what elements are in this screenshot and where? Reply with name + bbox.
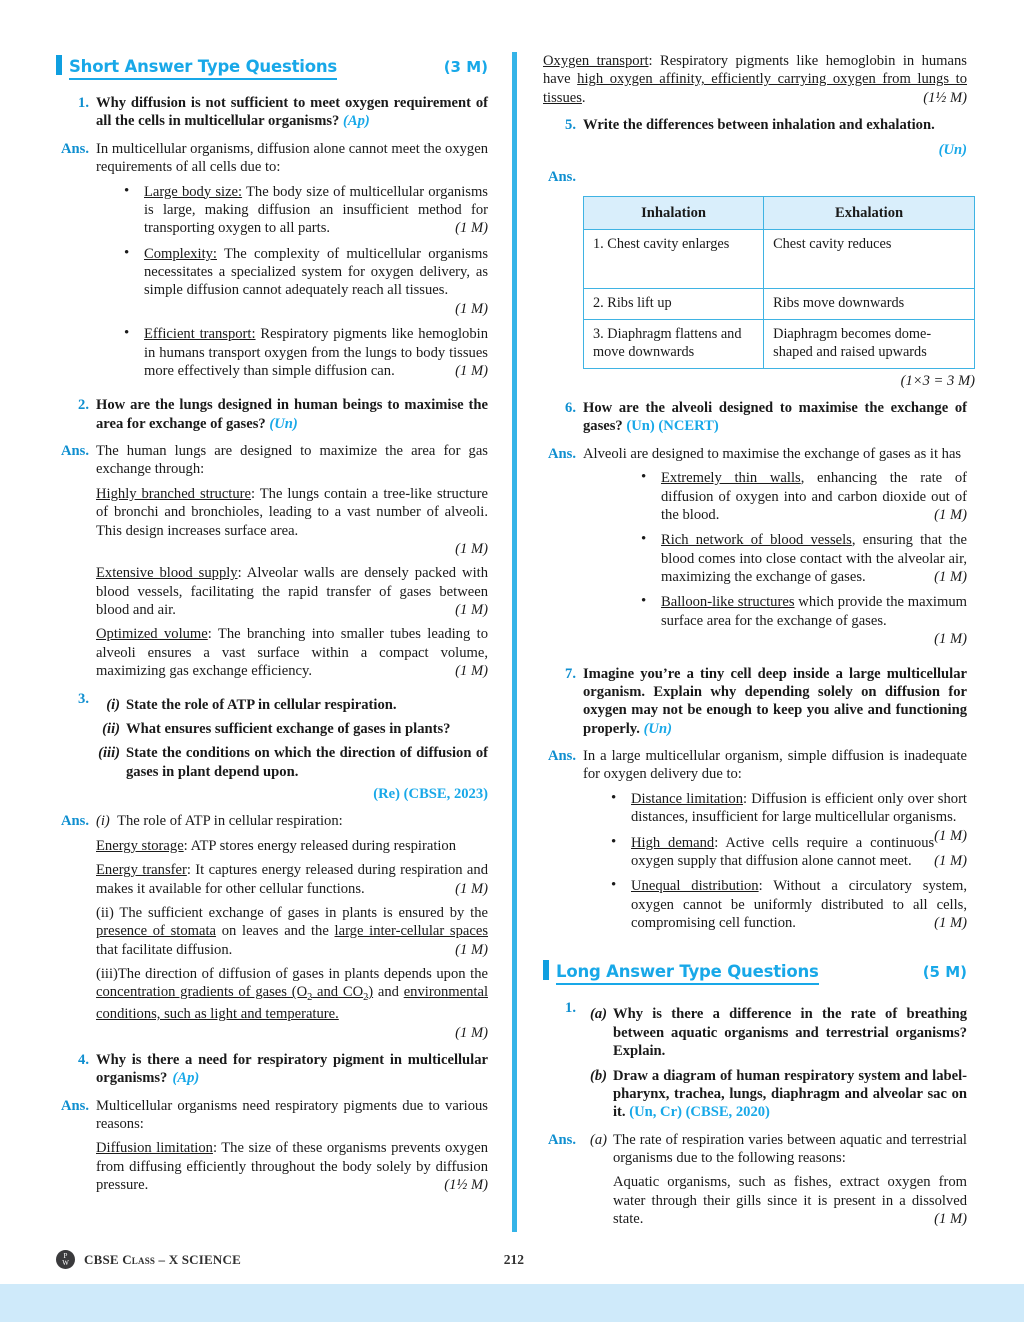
- question-5: [543, 116, 967, 159]
- mark-value: (1 M): [934, 1211, 967, 1228]
- answer-part-i: (i) The role of ATP in cellular respiration:: [96, 813, 343, 830]
- section-marks: (5 M): [922, 963, 967, 982]
- answer-5: [543, 168, 967, 186]
- answer-label: Ans.: [548, 1131, 576, 1148]
- answer-label: Ans.: [548, 748, 576, 765]
- list-item: • Large body size: The body size of multicellular organisms is large, making diffusion an insufficient method for transporting oxygen to all parts. (1 M): [122, 183, 488, 238]
- answer-2: [56, 442, 488, 681]
- answer-6: [543, 445, 967, 656]
- answer-point: Energy storage: ATP stores energy released during respiration: [96, 837, 457, 854]
- mark-value: (1½ M): [923, 89, 967, 106]
- comparison-table: [583, 196, 975, 369]
- answer-part-a: [583, 1131, 967, 1229]
- question-part-a: [583, 1005, 967, 1060]
- question-text: Write the differences between inhalation and exhalation.: [583, 117, 935, 134]
- answer-intro: In a large multicellular organism, simple diffusion is inadequate for oxygen delivery due to:: [583, 748, 967, 783]
- question-text: Why is there a need for respiratory pigment in multicellular organisms? (Ap): [96, 1051, 488, 1087]
- pw-logo-icon: P W: [56, 1250, 75, 1269]
- part-letter: (a): [589, 1131, 607, 1148]
- part-text: Draw a diagram of human respiratory system and label-pharynx, trachea, lungs, diaphragm and alveolar sac on it. (Un, Cr) (CBSE, 2020): [613, 1067, 967, 1121]
- list-item: • Complexity: The complexity of multicellular organisms necessitates a specialized system for oxygen delivery, as simple diffusion cannot adequately reach all tissues. (1 M): [122, 245, 488, 319]
- question-part-iii: [96, 744, 488, 781]
- answer-intro: Alveoli are designed to maximise the exchange of gases as it has: [583, 445, 962, 462]
- answer-intro: Multicellular organisms need respiratory pigments due to various reasons:: [96, 1097, 488, 1133]
- question-body: [96, 94, 488, 131]
- answer-body: [583, 445, 967, 656]
- answer-body: [96, 812, 488, 1042]
- part-letter: (b): [589, 1067, 607, 1084]
- question-body: [96, 1051, 488, 1088]
- skill-tag: (Un): [269, 415, 298, 432]
- table-row: [584, 320, 975, 369]
- answer-intro: The human lungs are designed to maximize the area for gas exchange through:: [96, 443, 488, 478]
- mark-value: (1 M): [455, 540, 488, 557]
- footer-title: CBSE Class – X SCIENCE: [84, 1251, 241, 1267]
- table-mark-value: (1×3 = 3 M): [900, 373, 975, 390]
- section-accent-bar: [543, 960, 549, 980]
- answer-point: Extensive blood supply: Alveolar walls are densely packed with blood vessels, facilitating the rapid transfer of gases between blood and air. (1 M): [96, 565, 488, 618]
- question-part-ii: [96, 720, 488, 738]
- table-cell: Diaphragm becomes dome-shaped and raised upwards: [764, 320, 975, 369]
- skill-tag-line: [583, 141, 967, 159]
- table-row: [584, 230, 975, 289]
- list-item: • Rich network of blood vessels, ensuring that the blood comes into close contact with the alveolar air, maximizing the exchange of gases. (1 M): [639, 531, 967, 586]
- answer-body: [583, 747, 967, 939]
- question-number: 6.: [565, 400, 576, 417]
- mark-value: (1 M): [455, 941, 488, 958]
- table-cell: 1. Chest cavity enlarges: [584, 230, 764, 289]
- mark-value: (1 M): [934, 852, 967, 869]
- table-cell: 3. Diaphragm flattens and move downwards: [584, 320, 764, 369]
- skill-tag: (Ap): [172, 1070, 200, 1087]
- answer-4: [56, 1097, 488, 1195]
- question-body: [583, 999, 967, 1121]
- question-1: [56, 94, 488, 131]
- list-item: • Distance limitation: Diffusion is efficient only over short distances, insufficient for large multicellular organisms. (1 M): [609, 790, 967, 827]
- answer-label: Ans.: [61, 813, 89, 830]
- answer-point: Diffusion limitation: The size of these organisms prevents oxygen from diffusing efficiently throughout the body solely by diffusion pressure. (1½ M): [96, 1140, 489, 1194]
- mark-value: (1 M): [455, 220, 488, 237]
- part-letter: (a): [589, 1006, 607, 1023]
- skill-tag: (Ap): [343, 113, 370, 130]
- answer-bullet-list: [583, 790, 967, 933]
- table-cell: 2. Ribs lift up: [584, 289, 764, 320]
- skill-tag: (Un) (NCERT): [626, 418, 719, 435]
- answer-body: [96, 442, 488, 681]
- question-part-b: [583, 1067, 967, 1122]
- answer-paragraph: The rate of respiration varies between aquatic and terrestrial organisms due to the following reasons:: [613, 1131, 967, 1167]
- list-item: • High demand: Active cells require a continuous oxygen supply that diffusion alone cannot meet. (1 M): [609, 834, 967, 871]
- answer-body: [583, 1131, 967, 1229]
- answer-bullet-list: [583, 469, 967, 648]
- question-number: 7.: [565, 665, 576, 682]
- two-column-layout: [56, 52, 976, 1232]
- question-body: [96, 690, 488, 804]
- answer-bullet-list: [96, 183, 488, 381]
- question-number: 1.: [78, 95, 89, 111]
- question-body: [583, 665, 967, 739]
- question-6: [543, 399, 967, 436]
- answer-3: [56, 812, 488, 1042]
- question-number: 2.: [78, 397, 89, 414]
- answer-7: [543, 747, 967, 939]
- answer-label: Ans.: [548, 445, 576, 462]
- list-item: • Balloon-like structures which provide the maximum surface area for the exchange of gases. (1 M): [639, 593, 967, 648]
- answer-label: Ans.: [61, 140, 89, 157]
- answer-point: Highly branched structure: The lungs contain a tree-like structure of bronchi and bronchioles, leading to a vast number of alveoli. This design increases surface area. (1 M): [96, 485, 488, 557]
- question-text: How are the alveoli designed to maximise the exchange of gases? (Un) (NCERT): [583, 400, 967, 435]
- table-header-row: [584, 197, 975, 230]
- section-accent-bar: [56, 55, 62, 75]
- right-column: [517, 52, 975, 1232]
- answer-label: Ans.: [61, 1097, 89, 1114]
- mark-value: (1 M): [455, 362, 488, 379]
- mark-value: (1 M): [455, 1024, 488, 1041]
- question-number: 4.: [78, 1051, 89, 1068]
- part-text: What ensures sufficient exchange of gases in plants?: [126, 720, 451, 737]
- column-header-exhalation: Exhalation: [764, 197, 975, 230]
- mark-value: (1 M): [934, 827, 967, 844]
- page-number: 212: [503, 1251, 524, 1267]
- answer-part-ii: (ii) The sufficient exchange of gases in plants is ensured by the presence of stomata on leaves and the large inter-cellular spaces that facilitate diffusion. (1 M): [96, 904, 489, 958]
- table-row: [584, 289, 975, 320]
- long-question-1: [543, 999, 967, 1121]
- mark-value: (1 M): [455, 300, 488, 317]
- bottom-decorative-band: [0, 1284, 1024, 1322]
- long-answer-1: [543, 1131, 967, 1229]
- mark-value: (1 M): [455, 663, 488, 680]
- part-text: Why is there a difference in the rate of breathing between aquatic organisms and terrestrial organisms? Explain.: [613, 1006, 967, 1060]
- answer-label: Ans.: [548, 168, 576, 185]
- mark-value: (1 M): [934, 506, 967, 523]
- part-text: [613, 1131, 967, 1229]
- mark-value: (1 M): [934, 569, 967, 586]
- answer-body: [96, 140, 488, 388]
- skill-tag: (Re) (CBSE, 2023): [373, 786, 488, 802]
- answer-body: [583, 168, 967, 186]
- skill-tag: (Un): [938, 141, 967, 158]
- question-body: [583, 399, 967, 436]
- question-body: [583, 116, 967, 159]
- section-title: Long Answer Type Questions: [556, 962, 819, 985]
- roman-numeral: (ii): [102, 720, 120, 737]
- question-number: 1.: [565, 1000, 576, 1017]
- mark-value: (1½ M): [444, 1177, 488, 1194]
- question-number: 5.: [565, 117, 576, 134]
- skill-tag: (Un): [643, 720, 672, 737]
- chem-formula-underline: concentration gradients of gases ($O_2$ and $CO_2$): [96, 984, 374, 1004]
- list-item: • Extremely thin walls, enhancing the rate of diffusion of oxygen into and carbon dioxide out of the blood. (1 M): [639, 469, 967, 524]
- page-footer: [56, 1250, 976, 1269]
- long-answer-section-header: [543, 957, 967, 985]
- question-3: [56, 690, 488, 804]
- inhalation-exhalation-table-wrap: [583, 196, 975, 390]
- answer-part-iii: (iii)The direction of diffusion of gases in plants depends upon the concentration gradients of gases ($O_2$ and $CO_2$) and environmental conditions, such as light and temperature. (1 M): [96, 966, 488, 1041]
- answer-4-continued: Oxygen transport: Respiratory pigments like hemoglobin in humans have high oxygen affinity, efficiently carrying oxygen from lungs to tissues. (1½ M): [543, 53, 967, 106]
- skill-tag-line: [96, 785, 488, 803]
- question-2: [56, 396, 488, 433]
- table-cell: Ribs move downwards: [764, 289, 975, 320]
- roman-numeral: (iii): [98, 745, 120, 762]
- roman-numeral: (i): [106, 696, 120, 713]
- question-7: [543, 665, 967, 739]
- mark-value: (1 M): [934, 631, 967, 648]
- answer-point: Optimized volume: The branching into smaller tubes leading to alveoli ensures a vast surface within a compact volume, maximizing gas exchange efficiency. (1 M): [96, 626, 488, 680]
- mark-value: (1 M): [934, 915, 967, 932]
- answer-intro: In multicellular organisms, diffusion alone cannot meet the oxygen requirements of all cells due to:: [96, 140, 488, 176]
- column-header-inhalation: Inhalation: [584, 197, 764, 230]
- part-text: State the role of ATP in cellular respiration.: [126, 696, 397, 713]
- mark-value: (1 M): [455, 602, 488, 618]
- section-marks: (3 M): [443, 58, 488, 76]
- answer-label: Ans.: [61, 443, 89, 459]
- short-answer-section-header: [56, 52, 488, 80]
- answer-1: [56, 140, 488, 388]
- left-column: [56, 52, 506, 1232]
- question-number: 3.: [78, 690, 89, 707]
- section-title: Short Answer Type Questions: [69, 57, 337, 80]
- question-text: Why diffusion is not sufficient to meet oxygen requirement of all the cells in multicellular organisms? (Ap): [96, 95, 488, 130]
- answer-body: [96, 1097, 488, 1195]
- mark-value: (1 M): [455, 880, 488, 897]
- list-item: • Unequal distribution: Without a circulatory system, oxygen cannot be uniformly distributed to all cells, compromising cell function. (1 M): [609, 877, 967, 932]
- question-text: Imagine you’re a tiny cell deep inside a large multicellular organism. Explain why depending solely on diffusion for oxygen may not be enough to keep you alive and functioning properly. (Un): [583, 665, 967, 737]
- table-cell: Chest cavity reduces: [764, 230, 975, 289]
- question-part-i: [96, 696, 488, 714]
- skill-tag: (Un, Cr) (CBSE, 2020): [629, 1104, 770, 1121]
- part-text: State the conditions on which the direction of diffusion of gases in plant depend upon.: [126, 745, 488, 780]
- answer-point: Energy transfer: It captures energy released during respiration and makes it available for other cellular functions. (1 M): [96, 862, 489, 897]
- question-text: How are the lungs designed in human beings to maximise the area for exchange of gases? (Un): [96, 397, 488, 432]
- question-body: [96, 396, 488, 433]
- list-item: • Efficient transport: Respiratory pigments like hemoglobin in humans transport oxygen from the lungs to body tissues more effectively than simple diffusion can. (1 M): [122, 325, 488, 380]
- answer-paragraph: Aquatic organisms, such as fishes, extract oxygen from water through their gills since it is present in a dissolved state. (1 M): [613, 1174, 967, 1228]
- question-4: [56, 1051, 488, 1088]
